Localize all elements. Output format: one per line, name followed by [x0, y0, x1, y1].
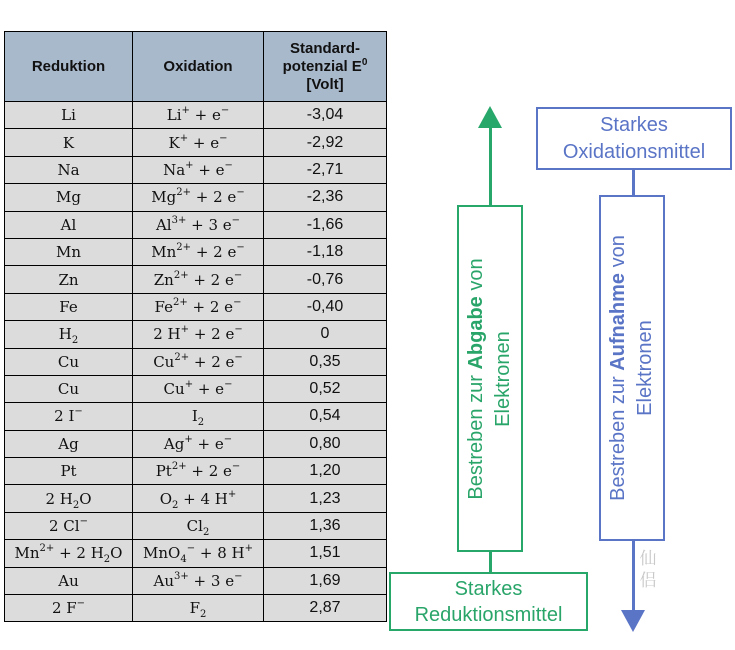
oxidation-charge: +: [185, 159, 194, 171]
oxidation-tail: + 2 e: [191, 243, 237, 262]
table-row: [5, 512, 387, 539]
oxidation-charge: 3+: [171, 214, 187, 226]
potential-value: 1,20: [264, 458, 387, 485]
electron-charge: −: [236, 187, 245, 199]
watermark-char-2: 侣: [639, 571, 657, 591]
table-body: [5, 102, 387, 622]
oxidation-tail: + e: [192, 434, 224, 453]
oxidation-subscript: 2: [200, 609, 207, 621]
potential-value: -0,76: [264, 266, 387, 293]
oxidation-base: Ag: [163, 434, 185, 453]
table-row: [5, 293, 387, 320]
reduction-cell: [5, 266, 133, 293]
reduction-charge: −: [79, 516, 88, 528]
reduction-charge: 2+: [39, 543, 55, 555]
electron-charge: −: [231, 461, 241, 473]
reduction-charge: −: [76, 598, 86, 610]
reduction-cell: [5, 321, 133, 348]
potential-value: 0: [264, 321, 387, 348]
table-row: [5, 156, 387, 183]
oxidation-tail: + 2 e: [186, 462, 232, 481]
redox-series-table: [4, 31, 387, 622]
oxidation-cell: [133, 184, 264, 211]
strong-reducer-label: [389, 572, 588, 631]
oxidation-tail: + e: [193, 380, 225, 399]
reduction-base: 2 F: [51, 599, 77, 618]
potential-value: 0,52: [264, 375, 387, 402]
blue-text-suffix: von: [607, 235, 629, 273]
oxidation-base: Cl: [186, 517, 203, 536]
oxidation-tail: + 3 e: [186, 215, 232, 234]
table-header-row: [5, 32, 387, 102]
header-line-1: Standard-: [289, 39, 360, 57]
potential-value: -0,40: [264, 293, 387, 320]
potential-value: -2,92: [264, 129, 387, 156]
oxidation-cell: [133, 321, 264, 348]
reduction-cell: [5, 184, 133, 211]
reduction-text: Pt: [60, 462, 77, 481]
oxidation-tail: + 2 e: [191, 188, 237, 207]
oxidation-base: Cu: [153, 352, 175, 371]
arrow-up-icon: [478, 106, 502, 128]
green-arrow-shaft-bottom: [489, 551, 492, 573]
reduction-base: 2 Cl: [49, 517, 80, 536]
table-row: [5, 321, 387, 348]
potential-value: -1,66: [264, 211, 387, 238]
oxidation-base: Mg: [151, 188, 177, 207]
blue-arrow-box: [599, 195, 665, 541]
oxidation-charge-after: −: [186, 543, 196, 555]
oxidation-tail: + 3 e: [188, 571, 235, 590]
reduction-cell: [5, 211, 133, 238]
table-row: [5, 129, 387, 156]
oxidation-cell: [133, 156, 264, 183]
strong-reducer-line1: Starkes: [454, 578, 523, 600]
oxidation-subscript: 2: [202, 527, 210, 539]
oxidation-base: Li: [166, 106, 182, 125]
potential-value: 1,23: [264, 485, 387, 512]
table-row: [5, 458, 387, 485]
oxidation-tail: + 2 e: [188, 270, 234, 289]
oxidation-base: K: [168, 133, 180, 152]
electron-charge: −: [224, 159, 233, 171]
reduction-base: 2 H: [45, 489, 73, 508]
oxidation-base: O: [159, 489, 173, 508]
reduction-base: H: [58, 325, 72, 344]
reduction-text: Au: [58, 571, 79, 590]
watermark: [638, 548, 658, 592]
oxidation-charge: 2+: [176, 187, 192, 199]
header-line-3: [Volt]: [306, 75, 344, 93]
header-superscript: 0: [361, 56, 368, 68]
reduction-text: Fe: [59, 297, 78, 316]
oxidation-cell: [133, 266, 264, 293]
oxidation-cell: [133, 293, 264, 320]
green-arrow-shaft-top: [489, 126, 492, 206]
oxidation-base: I: [191, 407, 198, 426]
blue-arrow-text: [605, 235, 659, 501]
reduction-subscript: 2: [71, 335, 79, 347]
oxidation-cell: [133, 375, 264, 402]
header-standard-potential: [264, 32, 387, 102]
electron-charge: −: [234, 324, 243, 336]
table-row: [5, 184, 387, 211]
reduction-cell: [5, 430, 133, 457]
potential-value: -3,04: [264, 102, 387, 129]
reduction-text: Cu: [57, 352, 80, 371]
table-row: [5, 595, 387, 622]
oxidation-base: MnO: [143, 544, 181, 563]
potential-value: 1,69: [264, 567, 387, 594]
oxidation-charge: +: [180, 324, 190, 336]
blue-text-prefix: Bestreben zur: [607, 370, 629, 501]
electron-charge: −: [219, 132, 228, 144]
blue-text-line2: Elektronen: [634, 320, 656, 416]
reduction-cell: [5, 102, 133, 129]
oxidation-tail-2: + 8 H: [195, 544, 245, 563]
electron-charge: −: [234, 570, 243, 582]
oxidation-tail: + 2 e: [189, 325, 235, 344]
oxidation-cell: [133, 512, 264, 539]
table-row: [5, 102, 387, 129]
table-row: [5, 375, 387, 402]
potential-value: 0,35: [264, 348, 387, 375]
reduction-cell: [5, 293, 133, 320]
strong-reducer-line2: Reduktionsmittel: [414, 604, 563, 626]
oxidation-cell: [133, 430, 264, 457]
green-text-line2: Elektronen: [492, 330, 514, 427]
reduction-text: Mn: [55, 243, 82, 262]
electron-charge: −: [234, 351, 243, 363]
oxidation-subscript: 2: [197, 417, 205, 429]
potential-value: 0,54: [264, 403, 387, 430]
blue-text-bold: Aufnahme: [607, 272, 629, 371]
reduction-text: Li: [61, 106, 76, 125]
reduction-cell: [5, 595, 133, 622]
oxidation-cell: [133, 403, 264, 430]
reduction-cell: [5, 512, 133, 539]
oxidation-base: Al: [155, 215, 172, 234]
electron-charge: −: [236, 242, 245, 254]
oxidation-tail-2-charge: +: [227, 488, 237, 500]
oxidation-subscript: 4: [180, 554, 187, 566]
oxidation-cell: [133, 238, 264, 265]
oxidation-charge: 2+: [173, 269, 189, 281]
oxidation-base: Na: [163, 160, 186, 179]
oxidation-charge: 2+: [174, 351, 190, 363]
reduction-charge: −: [74, 406, 83, 418]
reduction-cell: [5, 238, 133, 265]
table-row: [5, 211, 387, 238]
reduction-cell: [5, 540, 133, 567]
oxidation-base: 2 H: [153, 325, 181, 344]
reduction-text: K: [62, 133, 75, 152]
reduction-cell: [5, 567, 133, 594]
oxidation-base: F: [189, 599, 201, 618]
oxidation-base: Fe: [154, 297, 174, 316]
oxidation-subscript: 2: [172, 499, 179, 511]
table-row: [5, 348, 387, 375]
table-row: [5, 266, 387, 293]
oxidation-cell: [133, 458, 264, 485]
reduction-base: Mn: [14, 544, 40, 563]
oxidation-tail: + 2 e: [189, 352, 235, 371]
header-line-2: potenzial E: [282, 57, 362, 75]
table-row: [5, 238, 387, 265]
blue-arrow-shaft-bottom: [632, 540, 635, 612]
watermark-char-1: 仙: [639, 549, 657, 569]
oxidation-charge: 2+: [171, 461, 187, 473]
oxidation-tail-2: + 4 H: [178, 489, 228, 508]
oxidation-cell: [133, 485, 264, 512]
oxidation-tail: + 2 e: [187, 297, 234, 316]
oxidation-cell: [133, 129, 264, 156]
oxidation-cell: [133, 567, 264, 594]
oxidation-cell: [133, 348, 264, 375]
oxidation-cell: [133, 211, 264, 238]
oxidation-cell: [133, 595, 264, 622]
potential-value: 2,87: [264, 595, 387, 622]
arrow-down-icon: [621, 610, 645, 632]
electron-charge: −: [223, 433, 233, 445]
oxidation-charge: 3+: [174, 570, 189, 582]
reduction-tail-2: O: [110, 544, 123, 563]
reduction-tail: O: [79, 489, 92, 508]
electron-charge: −: [233, 296, 242, 308]
table-row: [5, 403, 387, 430]
electron-charge: −: [224, 379, 233, 391]
oxidation-base: Zn: [153, 270, 174, 289]
table-row: [5, 430, 387, 457]
reduction-cell: [5, 348, 133, 375]
oxidation-cell: [133, 102, 264, 129]
oxidation-charge: +: [179, 132, 189, 144]
electron-charge: −: [220, 105, 230, 117]
oxidation-base: Au: [153, 571, 175, 590]
green-text-prefix: Bestreben zur: [465, 369, 487, 500]
header-reduktion: Reduktion: [5, 32, 133, 102]
oxidation-charge: 2+: [173, 296, 188, 308]
table-row: [5, 485, 387, 512]
table-row: [5, 567, 387, 594]
reduction-cell: [5, 156, 133, 183]
header-oxidation: Oxidation: [133, 32, 264, 102]
reduction-text: Na: [57, 160, 80, 179]
potential-value: 1,36: [264, 512, 387, 539]
potential-value: -2,36: [264, 184, 387, 211]
oxidation-tail-2-charge: +: [244, 543, 253, 555]
strong-oxidizer-line2: Oxidationsmittel: [562, 141, 706, 163]
oxidation-tail: + e: [188, 133, 220, 152]
oxidation-cell: [133, 540, 264, 567]
green-text-suffix: von: [465, 257, 487, 296]
potential-value: -1,18: [264, 238, 387, 265]
potential-value: 0,80: [264, 430, 387, 457]
reduction-cell: [5, 485, 133, 512]
reduction-base: 2 I: [54, 407, 75, 426]
reduction-text: Al: [60, 215, 77, 234]
reduction-text: Mg: [56, 188, 81, 207]
reduction-tail: + 2 H: [54, 544, 104, 563]
oxidation-charge: +: [181, 105, 190, 117]
electron-charge: −: [233, 269, 243, 281]
reduction-text: Zn: [58, 270, 79, 289]
reduction-text: Ag: [58, 434, 79, 453]
electron-charge: −: [231, 214, 241, 226]
oxidation-base: Mn: [151, 243, 177, 262]
green-text-bold: Abgabe: [465, 295, 487, 370]
reduction-subscript: 2: [72, 499, 80, 511]
green-arrow-box: [457, 205, 523, 552]
reduction-cell: [5, 129, 133, 156]
green-arrow-text: [463, 258, 517, 499]
oxidation-charge: +: [184, 379, 194, 391]
strong-oxidizer-label: [536, 107, 732, 170]
reduction-text: Cu: [57, 380, 80, 399]
oxidation-charge: +: [184, 433, 193, 445]
table-row: [5, 540, 387, 567]
oxidation-base: Pt: [155, 462, 172, 481]
reduction-cell: [5, 403, 133, 430]
strong-oxidizer-line1: Starkes: [600, 114, 668, 136]
oxidation-charge: 2+: [176, 242, 192, 254]
oxidation-base: Cu: [163, 380, 185, 399]
reduction-subscript-2: 2: [103, 554, 111, 566]
oxidation-tail: + e: [193, 160, 225, 179]
oxidation-tail: + e: [189, 106, 221, 125]
potential-value: 1,51: [264, 540, 387, 567]
reduction-cell: [5, 375, 133, 402]
blue-arrow-shaft-top: [632, 169, 635, 196]
potential-value: -2,71: [264, 156, 387, 183]
reduction-cell: [5, 458, 133, 485]
